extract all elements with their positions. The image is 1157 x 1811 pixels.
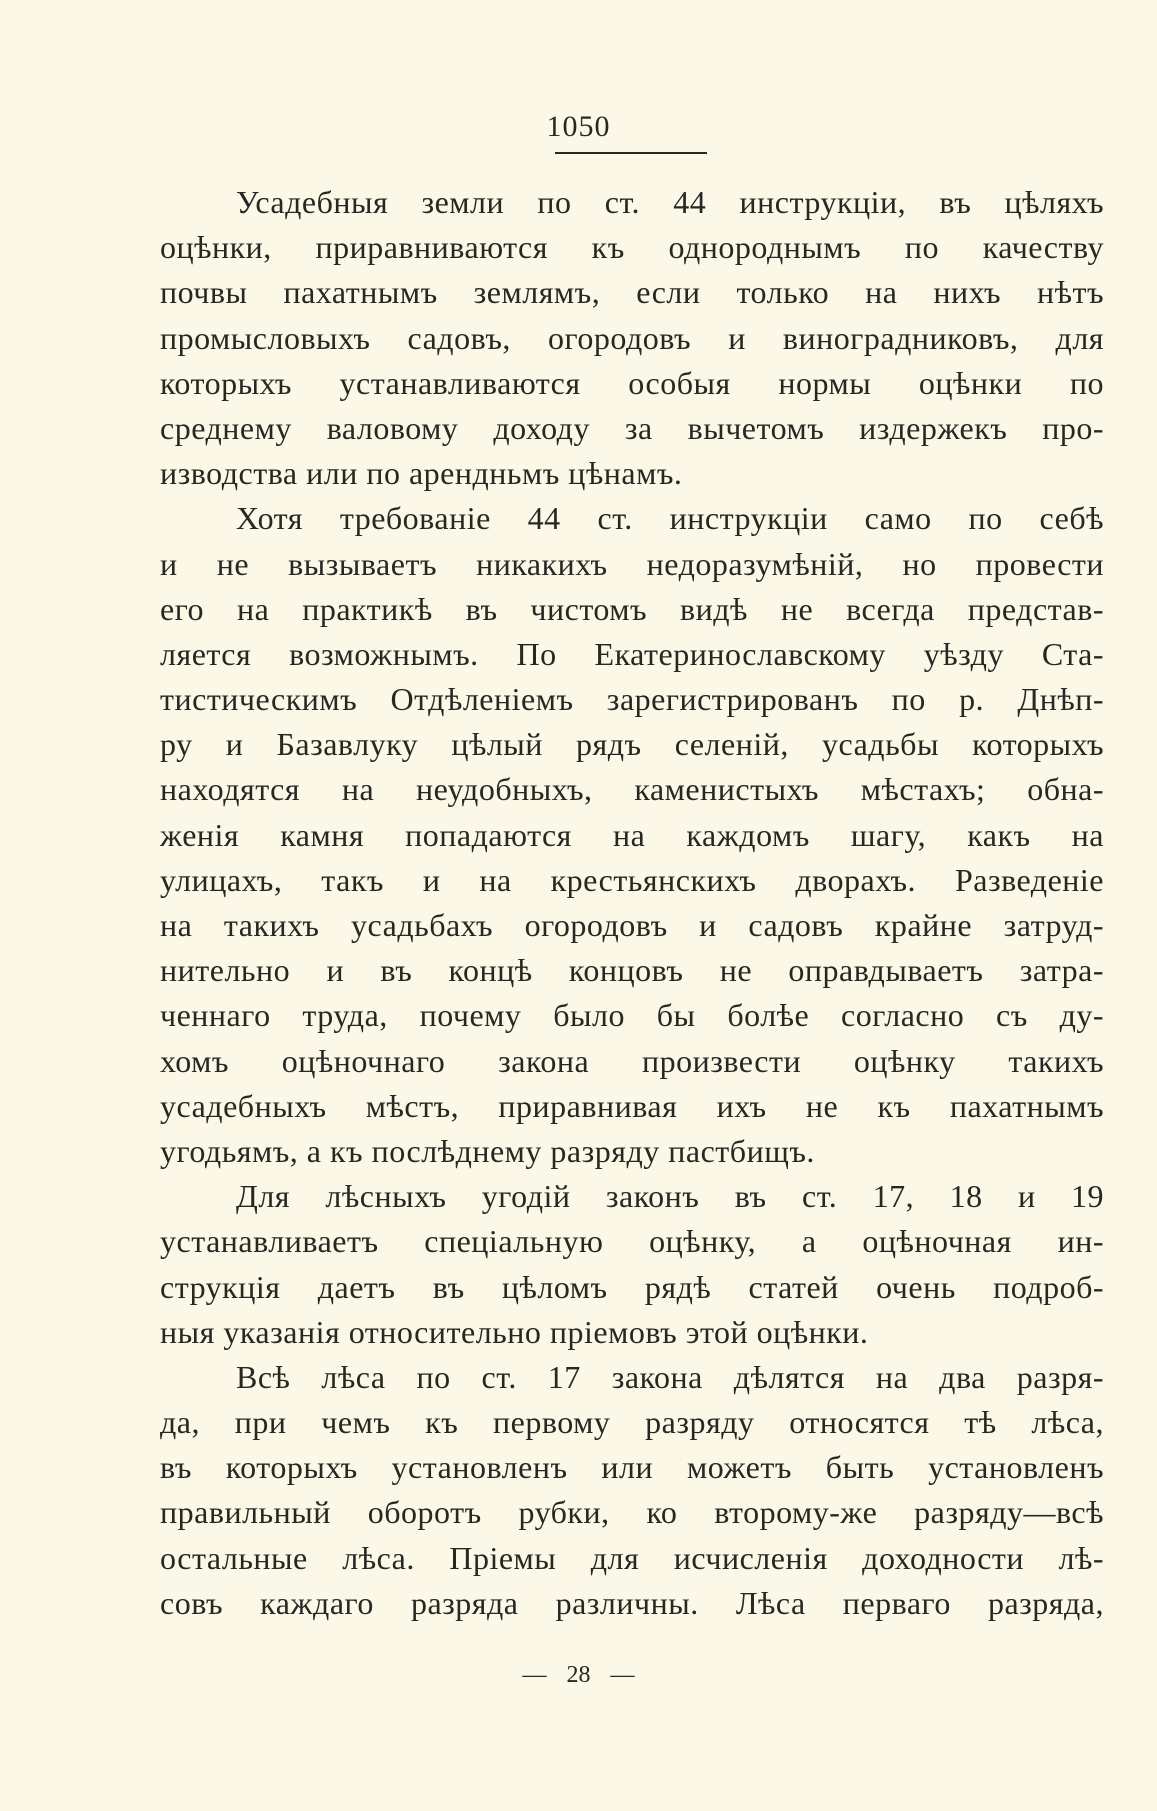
text-line: правильный оборотъ рубки, ко второму-же разряду—всѣ <box>160 1494 1104 1531</box>
page-number: 1050 <box>546 110 611 143</box>
text-line: находятся на неудобныхъ, каменистыхъ мѣстахъ; обна- <box>160 771 1104 808</box>
text-line: почвы пахатнымъ землямъ, если только на нихъ нѣтъ <box>160 274 1104 311</box>
footer-folio: — 28 — <box>522 1662 635 1688</box>
text-line: его на практикѣ въ чистомъ видѣ не всегда представ- <box>160 590 1104 627</box>
text-line: струкція даетъ въ цѣломъ рядѣ статей очень подроб- <box>160 1268 1104 1305</box>
text-line: усадебныхъ мѣстъ, приравнивая ихъ не къ пахатнымъ <box>160 1087 1104 1124</box>
text-line: хомъ оцѣночнаго закона произвести оцѣнку такихъ <box>160 1042 1104 1079</box>
text-line: ныя указанія относительно пріемовъ этой оцѣнки. <box>160 1313 869 1350</box>
text-line: женія камня попадаются на каждомъ шагу, какъ на <box>160 816 1104 853</box>
text-line: остальные лѣса. Пріемы для исчисленія доходности лѣ- <box>160 1539 1104 1576</box>
text-line: среднему валовому доходу за вычетомъ издержекъ про- <box>160 409 1104 446</box>
text-line: Для лѣсныхъ угодій законъ въ ст. 17, 18 и 19 <box>236 1178 1104 1215</box>
text-line: которыхъ устанавливаются особыя нормы оцѣнки по <box>160 364 1104 401</box>
text-line: въ которыхъ установленъ или можетъ быть установленъ <box>160 1449 1104 1486</box>
text-line: изводства или по арендньмъ цѣнамъ. <box>160 455 683 492</box>
text-line: угодьямъ, а къ послѣднему разряду пастбищъ. <box>160 1132 815 1169</box>
text-line: оцѣнки, приравниваются къ однороднымъ по качеству <box>160 229 1104 266</box>
text-line: устанавливаетъ спеціальную оцѣнку, а оцѣночная ин- <box>160 1223 1104 1260</box>
text-line: ру и Базавлуку цѣлый рядъ селеній, усадьбы которыхъ <box>160 726 1104 763</box>
text-line: на такихъ усадьбахъ огородовъ и садовъ крайне затруд- <box>160 907 1104 943</box>
text-line: ляется возможнымъ. По Екатеринославскому уѣзду Ста- <box>160 635 1104 672</box>
text-line: да, при чемъ къ первому разряду относятся тѣ лѣса, <box>160 1404 1104 1441</box>
text-line: Всѣ лѣса по ст. 17 закона дѣлятся на два разря- <box>236 1358 1104 1395</box>
body-text <box>160 180 1104 1626</box>
text-line: совъ каждаго разряда различны. Лѣса перваго разряда, <box>160 1584 1104 1621</box>
text-line: Хотя требованіе 44 ст. инструкціи само по себѣ <box>236 500 1104 537</box>
text-line: и не вызываетъ никакихъ недоразумѣній, но провести <box>160 545 1104 582</box>
text-line: нительно и въ концѣ концовъ не оправдываетъ затра- <box>160 952 1104 989</box>
text-line: тистическимъ Отдѣленіемъ зарегистрированъ по р. Днѣп- <box>160 681 1104 718</box>
text-line: улицахъ, такъ и на крестьянскихъ дворахъ. Разведеніе <box>160 861 1104 898</box>
text-line: Усадебныя земли по ст. 44 инструкціи, въ цѣляхъ <box>236 184 1104 220</box>
text-line: ченнаго труда, почему было бы болѣе согласно съ ду- <box>160 997 1104 1034</box>
header-rule <box>555 152 707 154</box>
text-line: промысловыхъ садовъ, огородовъ и виноградниковъ, для <box>160 319 1104 356</box>
